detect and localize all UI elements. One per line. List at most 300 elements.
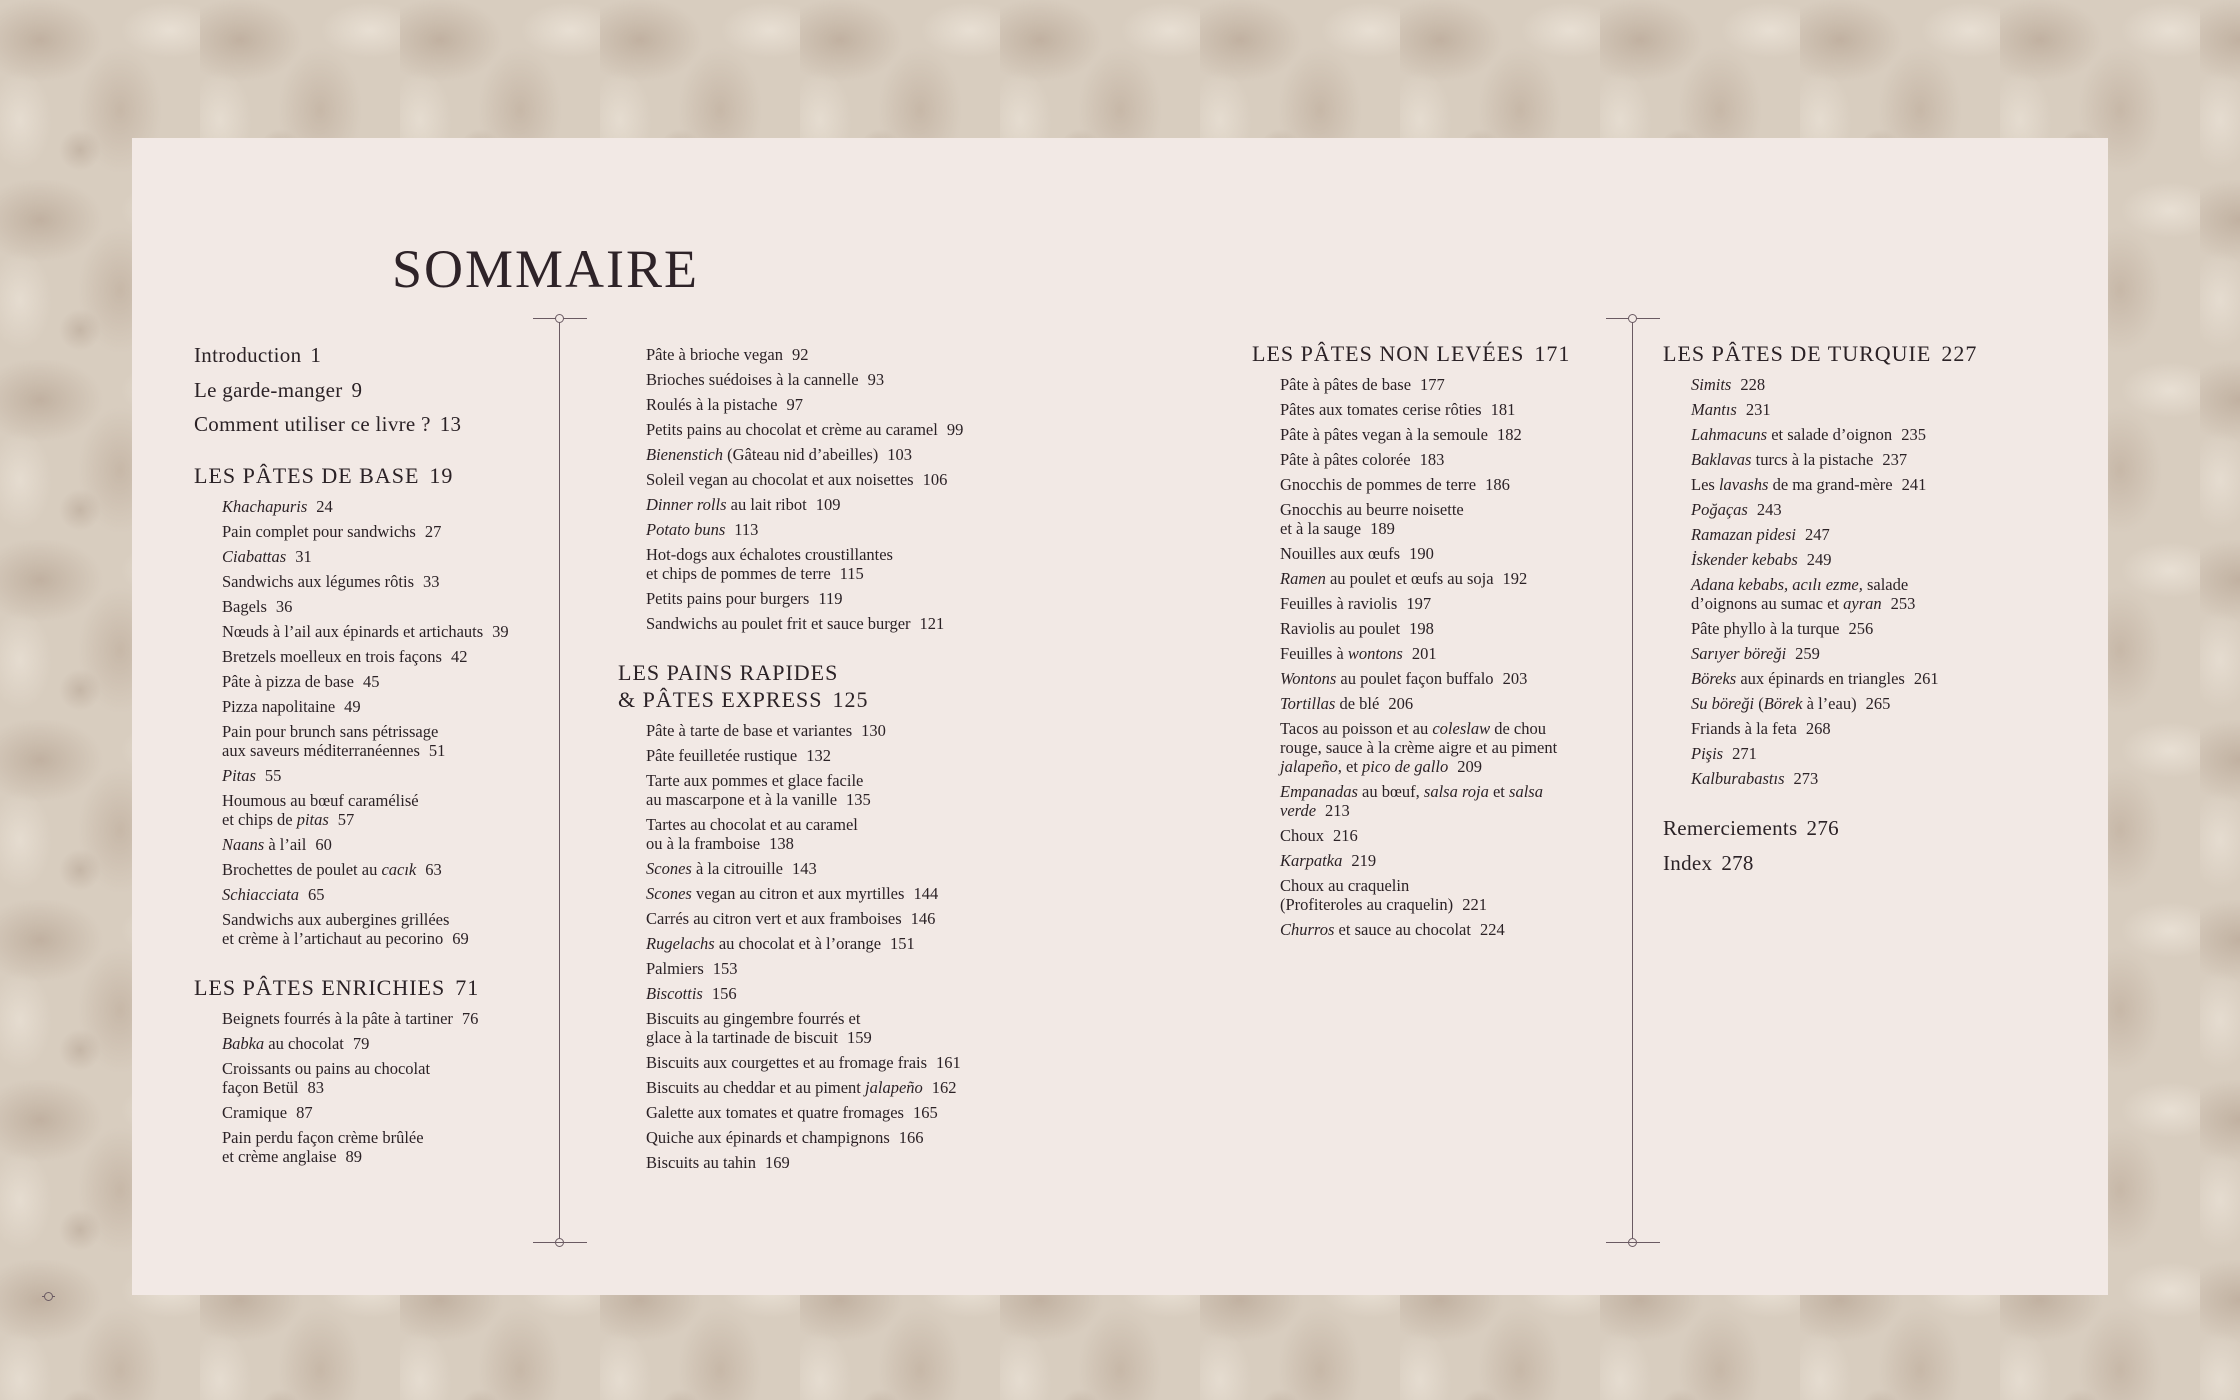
entry-text: Pâte à pâtes vegan à la semoule bbox=[1280, 425, 1488, 444]
page-number: 181 bbox=[1490, 400, 1516, 419]
entry-text: Su böreği bbox=[1691, 694, 1755, 713]
entry-text: Ciabattas bbox=[222, 547, 287, 566]
toc-entry bbox=[1663, 375, 2043, 394]
toc-entry bbox=[1252, 425, 1622, 444]
toc-entry bbox=[1252, 669, 1622, 688]
page-number: 109 bbox=[815, 495, 841, 514]
page-number: 203 bbox=[1502, 669, 1528, 688]
page-number: 273 bbox=[1793, 769, 1819, 788]
toc-entry bbox=[194, 1034, 554, 1053]
page-number: 87 bbox=[296, 1103, 313, 1122]
entry-text: jalapeño bbox=[865, 1078, 923, 1097]
toc-entry bbox=[618, 721, 1038, 740]
page-number: 216 bbox=[1333, 826, 1358, 845]
entry-text: pitas bbox=[296, 810, 329, 829]
page-number: 153 bbox=[712, 959, 738, 978]
page-number: 259 bbox=[1795, 644, 1820, 663]
toc-entry bbox=[618, 370, 1038, 389]
page-number: 201 bbox=[1411, 644, 1437, 663]
toc-entry bbox=[1663, 525, 2043, 544]
page-number: 99 bbox=[946, 420, 964, 439]
entry-text: d’oignons au sumac et bbox=[1691, 594, 1844, 613]
entry-text: Ramen bbox=[1280, 569, 1326, 588]
entry-text: Bagels bbox=[222, 597, 267, 616]
entry-text: Le garde-manger bbox=[194, 377, 343, 402]
page-number: 265 bbox=[1865, 694, 1891, 713]
entry-text: Potato buns bbox=[646, 520, 726, 539]
entry-text: Choux bbox=[1280, 826, 1325, 845]
entry-text: de ma grand-mère bbox=[1768, 475, 1893, 494]
entry-text: Wontons bbox=[1280, 669, 1337, 688]
toc-entry bbox=[194, 547, 554, 566]
entry-text: lavashs bbox=[1718, 475, 1769, 494]
entry-text: Scones bbox=[646, 884, 692, 903]
toc-main-entry bbox=[194, 343, 554, 367]
entry-text: & PÂTES EXPRESS bbox=[618, 687, 823, 712]
page-number: 60 bbox=[315, 835, 332, 854]
page-number: 271 bbox=[1732, 744, 1757, 763]
page-number: 9 bbox=[351, 377, 363, 402]
toc-entry bbox=[618, 909, 1038, 928]
toc-entry bbox=[618, 420, 1038, 439]
page-number: 24 bbox=[316, 497, 333, 516]
toc-entry bbox=[1663, 719, 2043, 738]
toc-entry bbox=[1252, 544, 1622, 563]
page-number: 165 bbox=[912, 1103, 938, 1122]
toc-entry bbox=[618, 934, 1038, 953]
page-number: 83 bbox=[307, 1078, 325, 1097]
toc-entry bbox=[194, 1103, 554, 1122]
toc-entry bbox=[1252, 782, 1622, 820]
toc-entry bbox=[618, 445, 1038, 464]
toc-entry bbox=[618, 589, 1038, 608]
entry-text: Bienenstich bbox=[646, 445, 723, 464]
page-number: 261 bbox=[1913, 669, 1939, 688]
page-number: 256 bbox=[1848, 619, 1874, 638]
entry-text: de chou bbox=[1490, 719, 1547, 738]
page-number: 106 bbox=[922, 470, 948, 489]
toc-section-heading bbox=[194, 462, 554, 489]
entry-text: Böreks bbox=[1691, 669, 1737, 688]
toc-entry bbox=[618, 859, 1038, 878]
entry-text: Index bbox=[1663, 850, 1713, 875]
entry-text: Pâte à pizza de base bbox=[222, 672, 354, 691]
entry-text: Roulés à la pistache bbox=[646, 395, 778, 414]
entry-text: Ramazan pidesi bbox=[1691, 525, 1796, 544]
page-number: 33 bbox=[423, 572, 440, 591]
entry-text: Pâte à tarte de base et variantes bbox=[646, 721, 853, 740]
page-number: 237 bbox=[1882, 450, 1908, 469]
toc-entry bbox=[1252, 644, 1622, 663]
page-number: 151 bbox=[890, 934, 915, 953]
entry-text: Tartes au chocolat et au caramel bbox=[646, 815, 858, 834]
entry-text: Empanadas bbox=[1280, 782, 1358, 801]
entry-text: Palmiers bbox=[646, 959, 704, 978]
toc-entry bbox=[1663, 425, 2043, 444]
entry-text: Biscuits au gingembre fourrés et bbox=[646, 1009, 861, 1028]
entry-text: Scones bbox=[646, 859, 692, 878]
toc-entry bbox=[1663, 400, 2043, 419]
page-number: 57 bbox=[337, 810, 355, 829]
toc-entry bbox=[194, 1009, 554, 1028]
toc-entry bbox=[618, 520, 1038, 539]
toc-entry bbox=[1252, 375, 1622, 394]
entry-text: Gnocchis de pommes de terre bbox=[1280, 475, 1477, 494]
entry-text: au mascarpone et à la vanille bbox=[646, 790, 838, 809]
page-number: 253 bbox=[1890, 594, 1916, 613]
page-number: 125 bbox=[832, 687, 869, 712]
toc-entry bbox=[618, 771, 1038, 809]
toc-entry bbox=[618, 614, 1038, 633]
toc-entry bbox=[194, 791, 554, 829]
toc-entry bbox=[194, 572, 554, 591]
page-number: 247 bbox=[1804, 525, 1830, 544]
entry-text: Pâte phyllo à la turque bbox=[1691, 619, 1840, 638]
page-number: 268 bbox=[1805, 719, 1831, 738]
entry-text: LES PÂTES ENRICHIES bbox=[194, 975, 446, 1000]
entry-text: Brioches suédoises à la cannelle bbox=[646, 370, 859, 389]
toc-entry bbox=[1252, 500, 1622, 538]
page-number: 115 bbox=[839, 564, 864, 583]
page-number: 121 bbox=[919, 614, 945, 633]
entry-text: Tortillas bbox=[1280, 694, 1336, 713]
toc-entry bbox=[194, 722, 554, 760]
entry-text: LES PÂTES DE TURQUIE bbox=[1663, 341, 1932, 366]
entry-text: Pizza napolitaine bbox=[222, 697, 336, 716]
page-number: 221 bbox=[1462, 895, 1487, 914]
page-number: 146 bbox=[910, 909, 936, 928]
toc-entry bbox=[1663, 744, 2043, 763]
toc-entry bbox=[1663, 694, 2043, 713]
toc-entry bbox=[1663, 500, 2043, 519]
toc-entry bbox=[194, 697, 554, 716]
entry-text: au poulet façon buffalo bbox=[1336, 669, 1494, 688]
entry-text: Biscuits au cheddar et au piment bbox=[646, 1078, 866, 1097]
page-number: 241 bbox=[1901, 475, 1927, 494]
toc-main-entry bbox=[1663, 851, 2043, 875]
entry-text: Quiche aux épinards et champignons bbox=[646, 1128, 890, 1147]
toc-entry bbox=[194, 766, 554, 785]
page-number: 103 bbox=[887, 445, 913, 464]
toc-entry bbox=[618, 545, 1038, 583]
page-number: 198 bbox=[1409, 619, 1434, 638]
page-number: 159 bbox=[846, 1028, 872, 1047]
entry-text: Kalburabastıs bbox=[1691, 769, 1785, 788]
toc-entry bbox=[618, 1053, 1038, 1072]
toc-entry bbox=[1663, 769, 2043, 788]
toc-entry bbox=[194, 497, 554, 516]
entry-text: Lahmacuns bbox=[1691, 425, 1768, 444]
entry-text: à l’ail bbox=[264, 835, 307, 854]
page-number: 92 bbox=[791, 345, 809, 364]
entry-text: Raviolis au poulet bbox=[1280, 619, 1401, 638]
page-number: 113 bbox=[734, 520, 759, 539]
toc-entry bbox=[1252, 400, 1622, 419]
toc-entry bbox=[618, 470, 1038, 489]
page-number: 243 bbox=[1756, 500, 1782, 519]
entry-text: aux épinards en triangles bbox=[1736, 669, 1905, 688]
page-number: 138 bbox=[769, 834, 794, 853]
entry-text: au chocolat et à l’orange bbox=[714, 934, 882, 953]
toc-entry bbox=[1663, 669, 2043, 688]
page-number: 177 bbox=[1420, 375, 1445, 394]
entry-text: turcs à la pistache bbox=[1751, 450, 1874, 469]
page-number: 69 bbox=[452, 929, 469, 948]
page-number: 36 bbox=[275, 597, 293, 616]
entry-text: salade bbox=[1862, 575, 1909, 594]
entry-text: au chocolat bbox=[264, 1034, 344, 1053]
entry-text: , et bbox=[1337, 757, 1363, 776]
page-number: 93 bbox=[867, 370, 885, 389]
entry-text: au bœuf, bbox=[1357, 782, 1424, 801]
toc-entry bbox=[618, 1009, 1038, 1047]
entry-text: Churros bbox=[1280, 920, 1335, 939]
page-number: 51 bbox=[428, 741, 446, 760]
entry-text: Introduction bbox=[194, 343, 302, 367]
toc-entry bbox=[618, 345, 1038, 364]
entry-text: au poulet et œufs au soja bbox=[1325, 569, 1494, 588]
toc-entry bbox=[618, 984, 1038, 1003]
entry-text: Poğaças bbox=[1691, 500, 1748, 519]
entry-text: Cramique bbox=[222, 1103, 288, 1122]
entry-text: Remerciements bbox=[1663, 816, 1798, 840]
entry-text: et crème anglaise bbox=[222, 1147, 337, 1166]
toc-entry bbox=[1663, 550, 2043, 569]
toc-entry bbox=[1252, 876, 1622, 914]
entry-text: Pâte à pâtes de base bbox=[1280, 375, 1412, 394]
page-number: 71 bbox=[455, 975, 480, 1000]
page-number: 197 bbox=[1406, 594, 1432, 613]
page-number: 42 bbox=[450, 647, 468, 666]
entry-text: Croissants ou pains au chocolat bbox=[222, 1059, 431, 1078]
entry-text: Pain perdu façon crème brûlée bbox=[222, 1128, 424, 1147]
entry-text: Naans bbox=[222, 835, 265, 854]
entry-text: Soleil vegan au chocolat et aux noisettes bbox=[646, 470, 914, 489]
entry-text: et sauce au chocolat bbox=[1334, 920, 1471, 939]
page-number: 213 bbox=[1325, 801, 1350, 820]
toc-entry bbox=[1252, 619, 1622, 638]
toc-entry bbox=[618, 815, 1038, 853]
toc-entry bbox=[194, 672, 554, 691]
page-number: 169 bbox=[765, 1153, 790, 1172]
page-number: 89 bbox=[345, 1147, 363, 1166]
entry-text: Karpatka bbox=[1280, 851, 1343, 870]
page-number: 219 bbox=[1351, 851, 1377, 870]
entry-text: Schiacciata bbox=[222, 885, 299, 904]
entry-text: Pâte à brioche vegan bbox=[646, 345, 783, 364]
entry-text: Hot-dogs aux échalotes croustillantes bbox=[646, 545, 893, 564]
page-number: 171 bbox=[1534, 341, 1571, 366]
entry-text: Brochettes de poulet au bbox=[222, 860, 382, 879]
entry-text: Pain complet pour sandwichs bbox=[222, 522, 416, 541]
entry-text: Carrés au citron vert et aux framboises bbox=[646, 909, 902, 928]
toc-main-entry bbox=[194, 412, 554, 436]
page-number: 97 bbox=[786, 395, 804, 414]
entry-text: cacık bbox=[381, 860, 417, 879]
page-number: 65 bbox=[307, 885, 325, 904]
toc-entry bbox=[1252, 694, 1622, 713]
entry-text: Houmous au bœuf caramélisé bbox=[222, 791, 419, 810]
entry-text: vegan au citron et aux myrtilles bbox=[691, 884, 905, 903]
page-number: 235 bbox=[1901, 425, 1926, 444]
entry-text: jalapeño bbox=[1280, 757, 1338, 776]
entry-text: İskender kebabs bbox=[1691, 550, 1798, 569]
entry-text: Feuilles à bbox=[1280, 644, 1348, 663]
page-number: 182 bbox=[1497, 425, 1522, 444]
entry-text: ( bbox=[1754, 694, 1764, 713]
page-number: 144 bbox=[913, 884, 939, 903]
entry-text: rouge, sauce à la crème aigre et au piment bbox=[1280, 738, 1558, 757]
page-number: 132 bbox=[806, 746, 831, 765]
toc-entry bbox=[1252, 920, 1622, 939]
entry-text: (Profiteroles au craquelin) bbox=[1280, 895, 1454, 914]
toc-entry bbox=[194, 647, 554, 666]
page-number: 63 bbox=[425, 860, 442, 879]
toc-main-entry bbox=[194, 378, 554, 402]
entry-text: Galette aux tomates et quatre fromages bbox=[646, 1103, 904, 1122]
toc-entry bbox=[1252, 851, 1622, 870]
corner-ornament-icon bbox=[42, 1290, 55, 1303]
entry-text: et salade d’oignon bbox=[1767, 425, 1893, 444]
toc-entry bbox=[194, 1059, 554, 1097]
entry-text: et chips de bbox=[222, 810, 297, 829]
toc-entry bbox=[1252, 719, 1622, 776]
toc-entry bbox=[618, 1153, 1038, 1172]
entry-text: de blé bbox=[1335, 694, 1380, 713]
page-number: 119 bbox=[818, 589, 843, 608]
toc-entry bbox=[194, 522, 554, 541]
entry-text: Bretzels moelleux en trois façons bbox=[222, 647, 442, 666]
toc-entry bbox=[1663, 575, 2043, 613]
entry-text: Biscuits au tahin bbox=[646, 1153, 756, 1172]
toc-entry bbox=[618, 1128, 1038, 1147]
entry-text: Pâte feuilletée rustique bbox=[646, 746, 798, 765]
entry-text: Börek bbox=[1763, 694, 1803, 713]
toc-entry bbox=[194, 597, 554, 616]
page-number: 166 bbox=[898, 1128, 924, 1147]
entry-text: wontons bbox=[1347, 644, 1403, 663]
page-number: 39 bbox=[492, 622, 509, 641]
toc-main-entry bbox=[1663, 816, 2043, 840]
entry-text: Tarte aux pommes et glace facile bbox=[646, 771, 864, 790]
toc-section-heading bbox=[1252, 340, 1622, 367]
entry-text: Nœuds à l’ail aux épinards et artichauts bbox=[222, 622, 484, 641]
entry-text: Mantıs bbox=[1691, 400, 1737, 419]
entry-text: Petits pains pour burgers bbox=[646, 589, 810, 608]
entry-text: Khachapuris bbox=[222, 497, 308, 516]
entry-text: Sarıyer böreği bbox=[1691, 644, 1787, 663]
entry-text: Gnocchis au beurre noisette bbox=[1280, 500, 1464, 519]
page-number: 13 bbox=[439, 412, 462, 436]
entry-text: et crème à l’artichaut au pecorino bbox=[222, 929, 444, 948]
entry-text: Baklavas bbox=[1691, 450, 1752, 469]
entry-text: Feuilles à raviolis bbox=[1280, 594, 1398, 613]
entry-text: Babka bbox=[222, 1034, 265, 1053]
toc-section-heading bbox=[1663, 340, 2043, 367]
toc-entry bbox=[1252, 475, 1622, 494]
entry-text: ou à la framboise bbox=[646, 834, 761, 853]
page-number: 31 bbox=[295, 547, 312, 566]
toc-section-heading bbox=[194, 974, 554, 1001]
page-number: 183 bbox=[1419, 450, 1445, 469]
toc-column-4 bbox=[1663, 340, 2043, 885]
entry-text: Sandwichs aux aubergines grillées bbox=[222, 910, 450, 929]
entry-text: et bbox=[1488, 782, 1510, 801]
entry-text: salsa roja bbox=[1423, 782, 1489, 801]
entry-text: Biscottis bbox=[646, 984, 703, 1003]
entry-text: Friands à la feta bbox=[1691, 719, 1797, 738]
page-number: 227 bbox=[1941, 341, 1978, 366]
entry-text: salsa bbox=[1509, 782, 1543, 801]
toc-section-heading bbox=[618, 659, 1038, 713]
entry-text: LES PÂTES DE BASE bbox=[194, 463, 420, 488]
page-number: 156 bbox=[711, 984, 737, 1003]
entry-text: pico de gallo bbox=[1362, 757, 1449, 776]
entry-text: Petits pains au chocolat et crème au caramel bbox=[646, 420, 938, 439]
page-number: 1 bbox=[310, 343, 322, 367]
page-number: 45 bbox=[362, 672, 380, 691]
page-number: 231 bbox=[1745, 400, 1771, 419]
entry-text: Sandwichs aux légumes rôtis bbox=[222, 572, 415, 591]
entry-text: Pişis bbox=[1691, 744, 1724, 763]
toc-entry bbox=[618, 395, 1038, 414]
toc-column-3 bbox=[1252, 340, 1622, 945]
toc-entry bbox=[1663, 475, 2043, 494]
page-number: 206 bbox=[1388, 694, 1414, 713]
toc-entry bbox=[1252, 826, 1622, 845]
entry-text: Comment utiliser ce livre ? bbox=[194, 412, 431, 436]
toc-entry bbox=[194, 910, 554, 948]
toc-entry bbox=[618, 1078, 1038, 1097]
page-number: 55 bbox=[264, 766, 282, 785]
page-number: 130 bbox=[861, 721, 886, 740]
entry-text: Sandwichs au poulet frit et sauce burger bbox=[646, 614, 911, 633]
entry-text: Simits bbox=[1691, 375, 1732, 394]
entry-text: Nouilles aux œufs bbox=[1280, 544, 1401, 563]
entry-text: Adana kebabs, acılı ezme, bbox=[1691, 575, 1863, 594]
entry-text: verde bbox=[1280, 801, 1317, 820]
entry-text: et à la sauge bbox=[1280, 519, 1362, 538]
toc-entry bbox=[1663, 450, 2043, 469]
page-number: 192 bbox=[1502, 569, 1528, 588]
page-number: 27 bbox=[424, 522, 442, 541]
toc-entry bbox=[1252, 569, 1622, 588]
toc-column-2 bbox=[618, 345, 1038, 1178]
toc-entry bbox=[1252, 594, 1622, 613]
entry-text: LES PAINS RAPIDES bbox=[618, 660, 839, 685]
page-number: 276 bbox=[1806, 816, 1839, 840]
page-number: 224 bbox=[1479, 920, 1505, 939]
toc-entry bbox=[194, 885, 554, 904]
toc-entry bbox=[194, 1128, 554, 1166]
page-number: 209 bbox=[1457, 757, 1482, 776]
entry-text: au lait ribot bbox=[726, 495, 807, 514]
page-number: 76 bbox=[461, 1009, 479, 1028]
page-title: SOMMAIRE bbox=[392, 239, 700, 299]
entry-text: et chips de pommes de terre bbox=[646, 564, 831, 583]
page-number: 49 bbox=[344, 697, 361, 716]
page-number: 190 bbox=[1409, 544, 1434, 563]
page-number: 162 bbox=[931, 1078, 957, 1097]
entry-text: à la citrouille bbox=[691, 859, 783, 878]
entry-text: Beignets fourrés à la pâte à tartiner bbox=[222, 1009, 453, 1028]
entry-text: Pâtes aux tomates cerise rôties bbox=[1280, 400, 1482, 419]
page-number: 19 bbox=[429, 463, 454, 488]
toc-entry bbox=[194, 860, 554, 879]
toc-entry bbox=[194, 835, 554, 854]
entry-text: (Gâteau nid d’abeilles) bbox=[722, 445, 879, 464]
entry-text: glace à la tartinade de biscuit bbox=[646, 1028, 838, 1047]
